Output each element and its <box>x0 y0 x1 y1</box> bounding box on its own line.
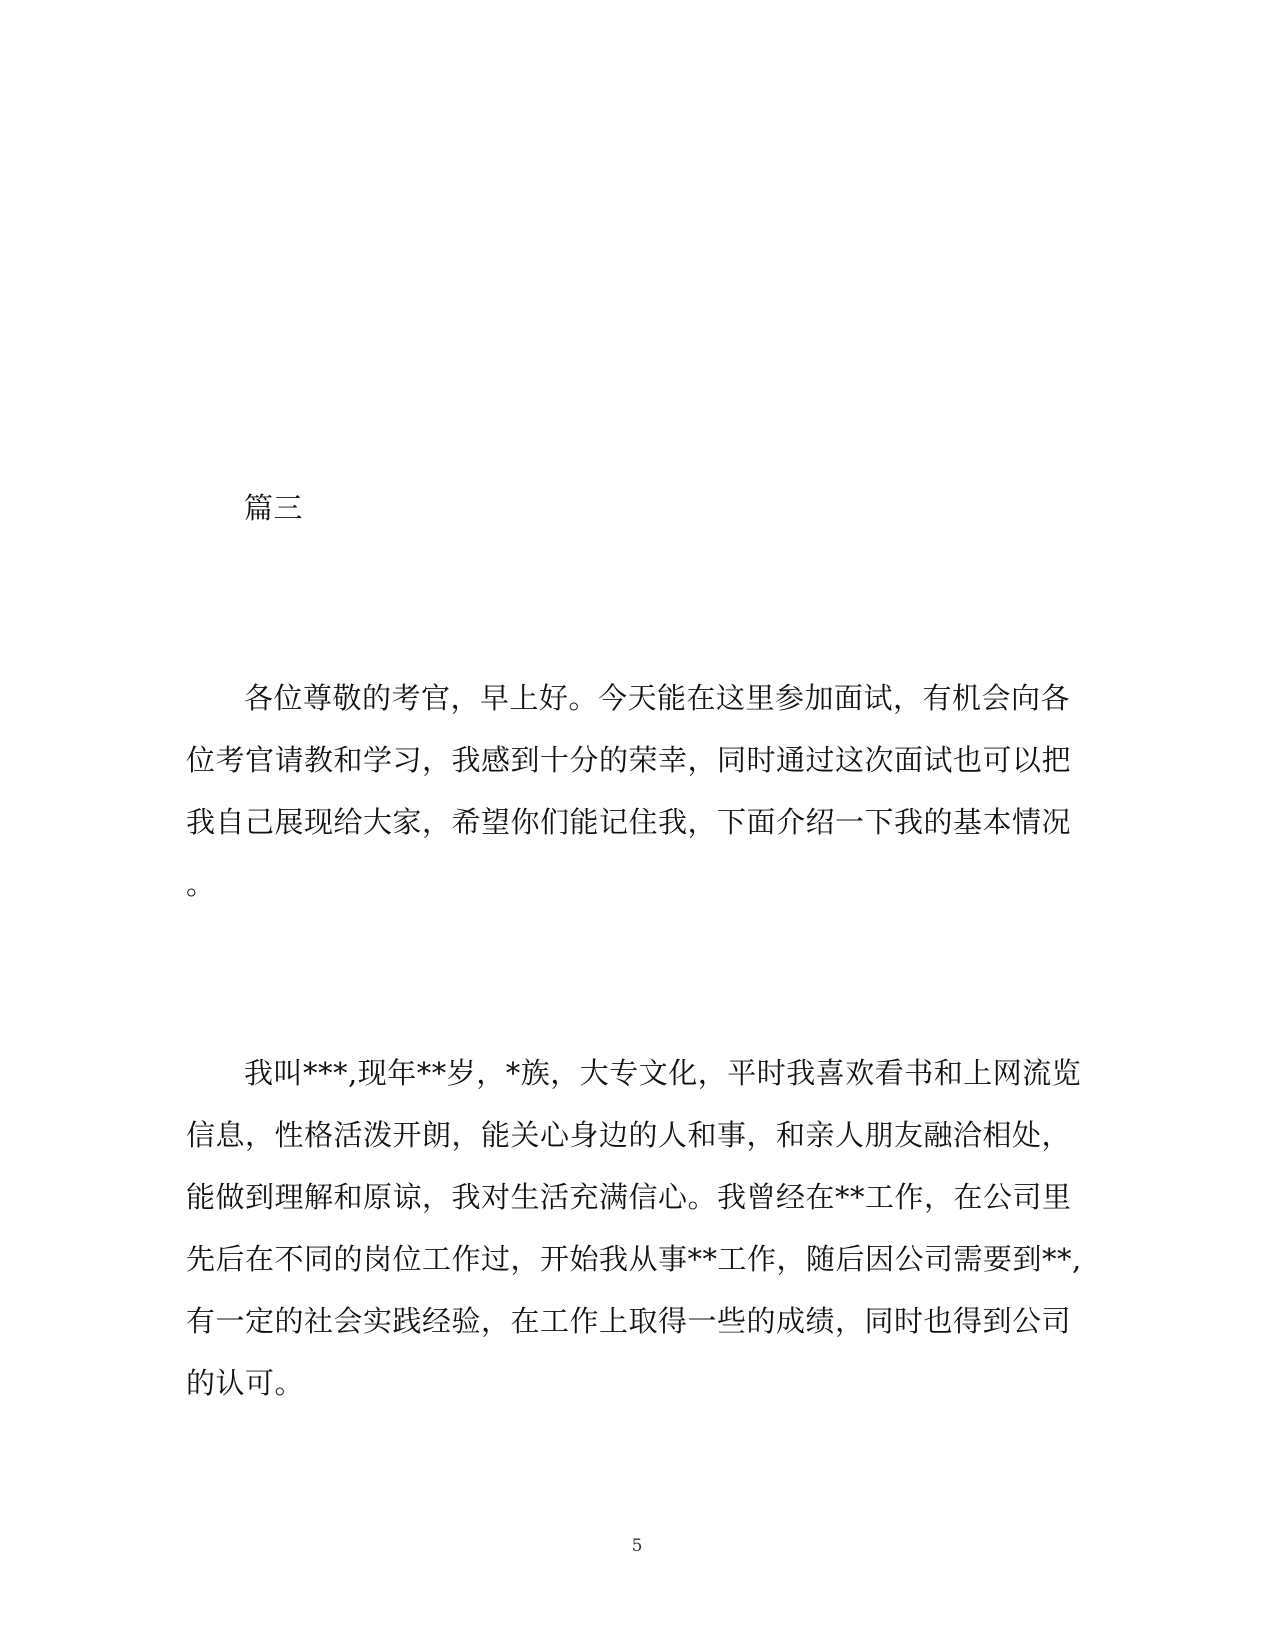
paragraph-line: 位考官请教和学习，我感到十分的荣幸，同时通过这次面试也可以把 <box>186 743 1072 777</box>
paragraph-line: 。 <box>186 867 216 901</box>
section-heading: 篇三 <box>244 491 304 525</box>
paragraph-line: 的认可。 <box>186 1366 305 1400</box>
paragraph-line: 有一定的社会实践经验，在工作上取得一些的成绩，同时也得到公司 <box>186 1304 1072 1338</box>
paragraph-line: 各位尊敬的考官，早上好。今天能在这里参加面试，有机会向各 <box>244 681 1071 715</box>
page-number: 5 <box>631 1536 643 1556</box>
paragraph-line: 我自己展现给大家，希望你们能记住我，下面介绍一下我的基本情况 <box>186 805 1072 839</box>
paragraph-line: 能做到理解和原谅，我对生活充满信心。我曾经在**工作，在公司里 <box>186 1180 1072 1214</box>
paragraph-line: 先后在不同的岗位工作过，开始我从事**工作，随后因公司需要到**, <box>186 1242 1082 1276</box>
paragraph-line: 我叫***,现年**岁，*族，大专文化，平时我喜欢看书和上网流览 <box>244 1056 1082 1090</box>
paragraph-line: 信息，性格活泼开朗，能关心身边的人和事，和亲人朋友融洽相处， <box>186 1118 1072 1152</box>
